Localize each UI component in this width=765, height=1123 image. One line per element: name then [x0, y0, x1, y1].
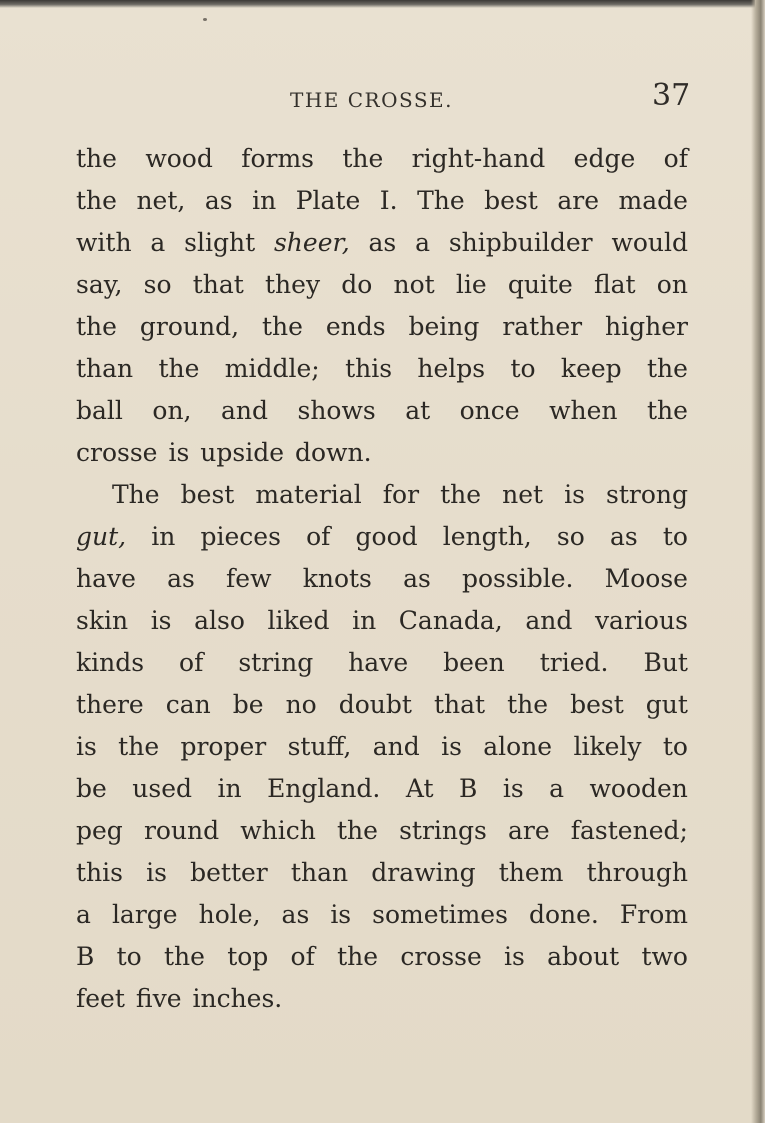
word: as	[167, 564, 195, 593]
word: better	[190, 858, 268, 887]
word: is	[146, 858, 167, 887]
word: shipbuilder	[448, 228, 593, 257]
paper-speck	[203, 18, 207, 21]
text-line	[76, 264, 688, 306]
word: slight	[184, 228, 256, 257]
word: say,	[76, 270, 123, 299]
word: quite	[507, 270, 573, 299]
word: drawing	[371, 858, 476, 887]
word: knots	[302, 564, 372, 593]
word: the	[342, 144, 384, 173]
word: and	[220, 396, 268, 425]
word: and	[525, 606, 573, 635]
word: Canada,	[398, 606, 503, 635]
word: have	[76, 564, 136, 593]
word: can	[165, 690, 211, 719]
word: best	[570, 690, 624, 719]
word: liked	[267, 606, 330, 635]
word: of	[663, 144, 688, 173]
text-line	[76, 894, 688, 936]
word: to	[662, 732, 688, 761]
word: made	[618, 186, 688, 215]
word: hole,	[198, 900, 261, 929]
word: the	[76, 186, 117, 215]
word: net,	[136, 186, 186, 215]
word: would	[611, 228, 688, 257]
word: edge	[573, 144, 636, 173]
running-head: THE CROSSE.	[290, 88, 454, 112]
word: on	[656, 270, 688, 299]
word: to	[510, 354, 536, 383]
text-line	[76, 852, 688, 894]
word: best	[180, 480, 235, 509]
word: The	[112, 480, 160, 509]
word: England.	[267, 774, 381, 803]
word: higher	[605, 312, 688, 341]
word: in	[151, 522, 176, 551]
word: round	[143, 816, 220, 845]
word: be	[232, 690, 264, 719]
word: kinds	[76, 648, 145, 677]
word: of	[306, 522, 331, 551]
word: also	[194, 606, 245, 635]
word: a	[76, 900, 91, 929]
text-line	[76, 600, 688, 642]
word: the	[163, 942, 205, 971]
word: gut,	[76, 522, 127, 551]
word: than	[290, 858, 349, 887]
word: the	[158, 354, 200, 383]
word: net	[502, 480, 544, 509]
word: right-hand	[411, 144, 546, 173]
word: forms	[241, 144, 314, 173]
text-line	[76, 516, 688, 558]
word: with	[76, 228, 132, 257]
word: as	[204, 186, 233, 215]
word: keep	[560, 354, 622, 383]
word: of	[179, 648, 204, 677]
word: strings	[399, 816, 487, 845]
word: likely	[573, 732, 642, 761]
word: two	[641, 942, 688, 971]
word: no	[285, 690, 317, 719]
word: in	[352, 606, 377, 635]
word: good	[355, 522, 418, 551]
word: the	[337, 942, 379, 971]
word: as	[368, 228, 397, 257]
word: various	[594, 606, 688, 635]
word: But	[643, 648, 688, 677]
word: is	[564, 480, 585, 509]
word: the	[118, 732, 160, 761]
word: and	[372, 732, 420, 761]
word: At	[405, 774, 434, 803]
word: a	[549, 774, 565, 803]
word: rather	[502, 312, 583, 341]
word: so	[143, 270, 172, 299]
word: there	[76, 690, 144, 719]
word: are	[557, 186, 600, 215]
text-line	[76, 684, 688, 726]
word: when	[549, 396, 618, 425]
word: peg	[76, 816, 123, 845]
text-line	[76, 138, 688, 180]
word: than	[76, 354, 134, 383]
word: middle;	[224, 354, 320, 383]
word: flat	[593, 270, 636, 299]
word: helps	[417, 354, 486, 383]
word: shows	[297, 396, 376, 425]
word: is	[168, 438, 190, 467]
word: used	[132, 774, 193, 803]
word: skin	[76, 606, 129, 635]
word: they	[265, 270, 321, 299]
text-line	[76, 726, 688, 768]
text-line	[76, 978, 688, 1020]
word: the	[647, 354, 688, 383]
word: in	[252, 186, 277, 215]
word: ends	[325, 312, 386, 341]
word: Plate	[295, 186, 361, 215]
word: so	[556, 522, 585, 551]
word: on,	[152, 396, 192, 425]
word: few	[226, 564, 272, 593]
word: B	[458, 774, 478, 803]
page-number: 37	[652, 78, 691, 113]
word: do	[341, 270, 373, 299]
word: are	[507, 816, 550, 845]
word: as	[609, 522, 638, 551]
word: wood	[145, 144, 213, 173]
word: ball	[76, 396, 123, 425]
word: once	[459, 396, 520, 425]
word: as	[403, 564, 431, 593]
word: best	[484, 186, 538, 215]
page-right-edge	[751, 0, 765, 1123]
text-line	[76, 558, 688, 600]
word: is	[502, 774, 524, 803]
word: From	[619, 900, 688, 929]
text-line	[76, 474, 688, 516]
word: the	[76, 312, 117, 341]
word: in	[217, 774, 242, 803]
word: as	[281, 900, 310, 929]
word: gut	[645, 690, 688, 719]
word: five	[135, 984, 182, 1013]
word: the	[507, 690, 549, 719]
word: to	[116, 942, 142, 971]
word: them	[498, 858, 564, 887]
word: at	[405, 396, 431, 425]
text-line	[76, 768, 688, 810]
word: is	[150, 606, 172, 635]
word: to	[662, 522, 688, 551]
text-line	[76, 432, 688, 474]
word: large	[111, 900, 178, 929]
word: alone	[483, 732, 553, 761]
word: a	[150, 228, 166, 257]
word: for	[382, 480, 420, 509]
word: is	[330, 900, 352, 929]
word: of	[290, 942, 315, 971]
word: not	[393, 270, 435, 299]
word: upside	[200, 438, 285, 467]
word: sheer,	[273, 228, 350, 257]
word: been	[443, 648, 505, 677]
word: that	[433, 690, 486, 719]
word: have	[348, 648, 409, 677]
word: the	[440, 480, 482, 509]
text-line	[76, 306, 688, 348]
text-line	[76, 222, 688, 264]
page-top-edge	[0, 0, 755, 8]
text-line	[76, 936, 688, 978]
word: a	[415, 228, 430, 257]
paragraph	[76, 138, 688, 474]
word: sometimes	[372, 900, 508, 929]
word: which	[240, 816, 316, 845]
word: is	[76, 732, 97, 761]
word: that	[192, 270, 244, 299]
word: this	[76, 858, 123, 887]
text-line	[76, 180, 688, 222]
word: be	[76, 774, 107, 803]
word: is	[504, 942, 525, 971]
word: material	[255, 480, 362, 509]
word: possible.	[461, 564, 574, 593]
word: the	[76, 144, 117, 173]
word: done.	[528, 900, 599, 929]
text-line	[76, 642, 688, 684]
text-line	[76, 348, 688, 390]
body-text	[76, 138, 688, 1020]
word: pieces	[200, 522, 281, 551]
word: lie	[455, 270, 487, 299]
word: stuff,	[287, 732, 352, 761]
word: I.	[379, 186, 398, 215]
text-line	[76, 810, 688, 852]
word: the	[337, 816, 378, 845]
word: doubt	[338, 690, 412, 719]
word: proper	[180, 732, 267, 761]
word: feet	[76, 984, 125, 1013]
word: tried.	[539, 648, 609, 677]
word: Moose	[604, 564, 688, 593]
word: the	[261, 312, 303, 341]
word: strong	[606, 480, 688, 509]
word: through	[586, 858, 688, 887]
word: wooden	[589, 774, 688, 803]
word: about	[547, 942, 620, 971]
word: is	[441, 732, 462, 761]
word: fastened;	[570, 816, 688, 845]
word: top	[227, 942, 269, 971]
word: length,	[442, 522, 532, 551]
word: crosse	[400, 942, 482, 971]
word: down.	[295, 438, 372, 467]
word: inches.	[192, 984, 283, 1013]
word: the	[646, 396, 688, 425]
word: this	[345, 354, 393, 383]
paragraph	[76, 474, 688, 1020]
word: B	[76, 942, 95, 971]
word: The	[417, 186, 465, 215]
text-line	[76, 390, 688, 432]
word: string	[238, 648, 314, 677]
word: crosse	[76, 438, 158, 467]
page-header	[0, 76, 765, 116]
word: ground,	[139, 312, 240, 341]
word: being	[408, 312, 480, 341]
